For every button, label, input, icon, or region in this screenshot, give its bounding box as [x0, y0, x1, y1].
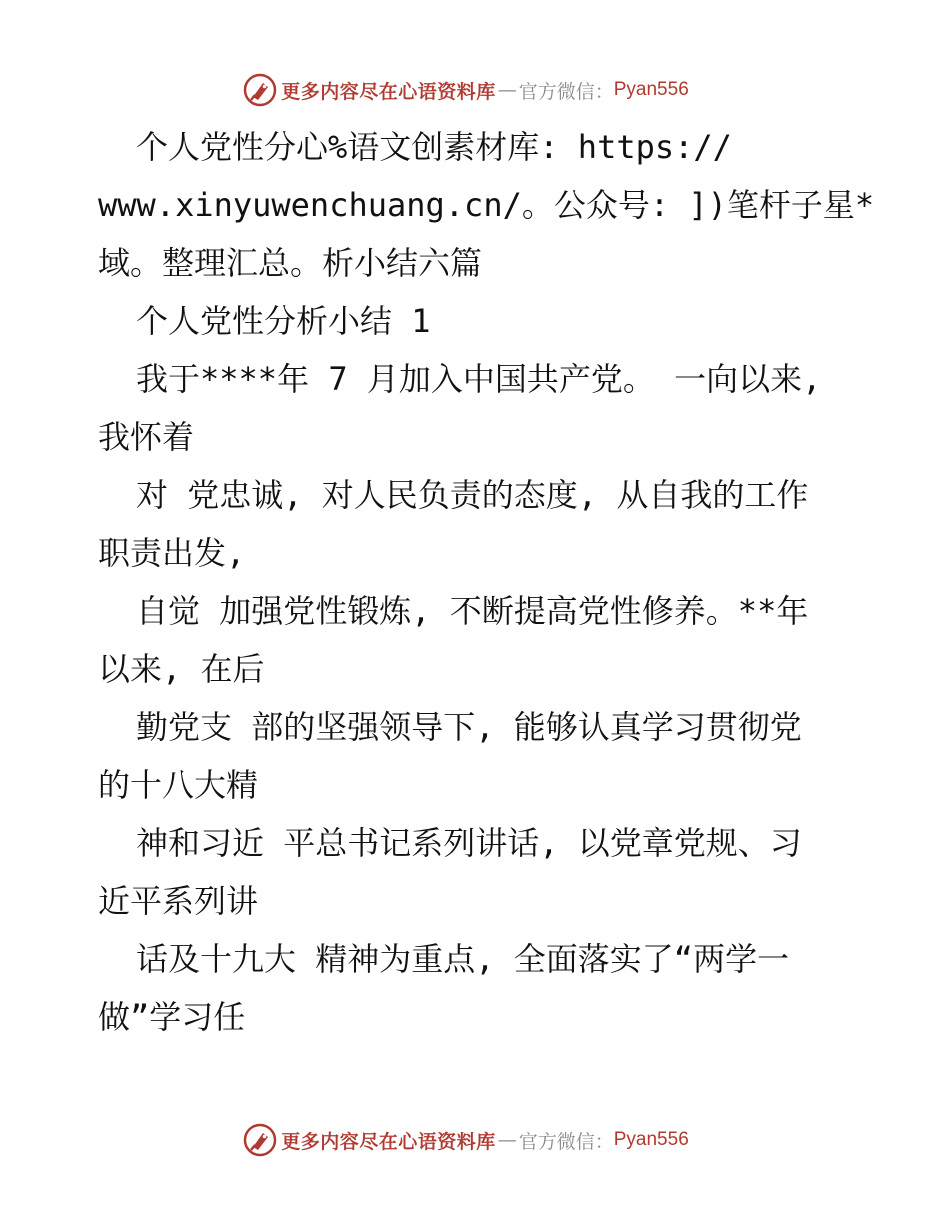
text-line: 域。整理汇总。析小结六篇: [98, 244, 483, 282]
banner-text: 更多内容尽在心语资料库: [281, 1130, 496, 1153]
header-watermark-banner: [0, 70, 950, 110]
pen-nib-logo-icon: [243, 73, 277, 107]
text-line: 的十八大精: [98, 766, 259, 804]
banner-wechat-id: Pyan556: [613, 1129, 689, 1150]
text-line: 近平系列讲: [98, 882, 259, 920]
banner-wechat-label: 官方微信：: [518, 80, 614, 103]
banner-wechat-label: 官方微信：: [518, 1130, 614, 1153]
text-line: 勤党支 部的坚强领导下, 能够认真学习贯彻党: [136, 708, 802, 746]
text-line: 神和习近 平总书记系列讲话, 以党章党规、习: [136, 824, 802, 862]
text-line: www.xinyuwenchuang.cn/。公众号: ])笔杆子星*: [98, 186, 875, 224]
banner-separator: —: [497, 79, 517, 101]
text-line: 以来, 在后: [98, 650, 265, 688]
banner-text: 更多内容尽在心语资料库: [281, 80, 496, 103]
document-body: [98, 118, 878, 1046]
banner-separator: —: [497, 1129, 517, 1151]
banner-wechat-id: Pyan556: [613, 79, 689, 100]
footer-watermark-banner: [0, 1120, 950, 1160]
text-line: 对 党忠诚, 对人民负责的态度, 从自我的工作: [136, 476, 809, 514]
text-line: 自觉 加强党性锻炼, 不断提高党性修养。**年: [136, 592, 809, 630]
text-line: 个人党性分心%语文创素材库: https://: [136, 128, 732, 166]
pen-nib-logo-icon: [243, 1123, 277, 1157]
text-line: 话及十九大 精神为重点, 全面落实了“两学一: [136, 940, 790, 978]
text-line: 我于****年 7 月加入中国共产党。 一向以来,: [136, 360, 822, 398]
text-line: 做”学习任: [98, 998, 246, 1036]
text-line: 我怀着: [98, 418, 195, 456]
section-heading: 个人党性分析小结 1: [136, 302, 431, 340]
text-line: 职责出发,: [98, 534, 246, 572]
